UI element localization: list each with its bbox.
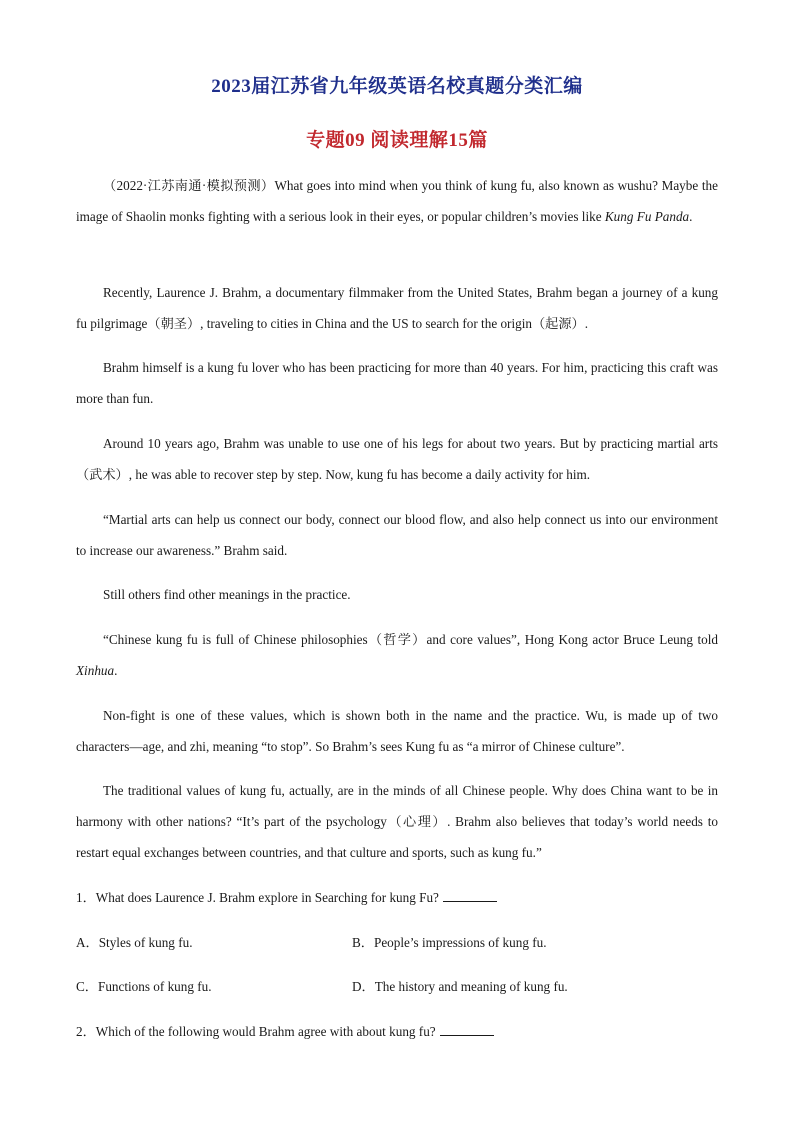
paragraph-4: Around 10 years ago, Brahm was unable to use one of his legs for about two years. But by practicing martial arts（武术）, he was able to recover step by step. Now, kung fu has become a daily activity for him. — [76, 436, 718, 482]
paragraph-7: “Chinese kung fu is full of Chinese philosophies（哲学）and core values”, Hong Kong actor Bruce Leung told Xinhua. — [76, 632, 718, 678]
paragraph-1: （2022·江苏南通·模拟预测）What goes into mind when you think of kung fu, also known as wushu? Maybe the image of Shaolin monks fighting with a serious look in their eyes, or popular children’s movies like Kung Fu Panda. — [76, 178, 718, 224]
paragraph-9: The traditional values of kung fu, actually, are in the minds of all Chinese people. Why does China want to be in harmony with other nations? “It’s part of the psychology（心理）. Brahm also believes that today’s world needs to restart equal exchanges between countries, and that culture and sports, such as kung fu.” — [76, 783, 718, 860]
option-d: D．The history and meaning of kung fu. — [352, 979, 568, 994]
document-title: 2023届江苏省九年级英语名校真题分类汇编 — [211, 76, 583, 97]
paragraph-5: “Martial arts can help us connect our body, connect our blood flow, and also help connect us into our environment to increase our awareness.” Brahm said. — [76, 512, 718, 558]
question-1 — [76, 888, 497, 908]
question-stem: 1．What does Laurence J. Brahm explore in Searching for kung Fu? — [76, 890, 439, 905]
question-stem: 2．Which of the following would Brahm agree with about kung fu? — [76, 1024, 436, 1039]
option-a: A．Styles of kung fu. — [76, 935, 193, 950]
option-b: B．People’s impressions of kung fu. — [352, 935, 547, 950]
paragraph-8: Non-fight is one of these values, which is shown both in the name and the practice. Wu, is made up of two characters—age, and zhi, meaning “to stop”. So Brahm’s sees Kung fu as “a mirror of Chinese culture”. — [76, 708, 718, 754]
news-agency: Xinhua — [76, 663, 115, 678]
answer-blank[interactable] — [440, 1022, 494, 1036]
paragraph-2: Recently, Laurence J. Brahm, a documentary filmmaker from the United States, Brahm began a journey of a kung fu pilgrimage（朝圣）, traveling to cities in China and the US to search for the origin（起源）. — [76, 285, 718, 331]
paragraph-3: Brahm himself is a kung fu lover who has been practicing for more than 40 years. For him, practicing this craft was more than fun. — [76, 360, 718, 406]
paragraph-6: Still others find other meanings in the practice. — [103, 587, 351, 602]
source-tag: （2022·江苏南通·模拟预测） — [103, 178, 275, 193]
answer-blank[interactable] — [443, 888, 497, 902]
option-c: C．Functions of kung fu. — [76, 979, 212, 994]
movie-title: Kung Fu Panda — [604, 209, 690, 224]
question-2 — [76, 1022, 494, 1042]
document-subtitle: 专题09 阅读理解15篇 — [306, 130, 488, 151]
